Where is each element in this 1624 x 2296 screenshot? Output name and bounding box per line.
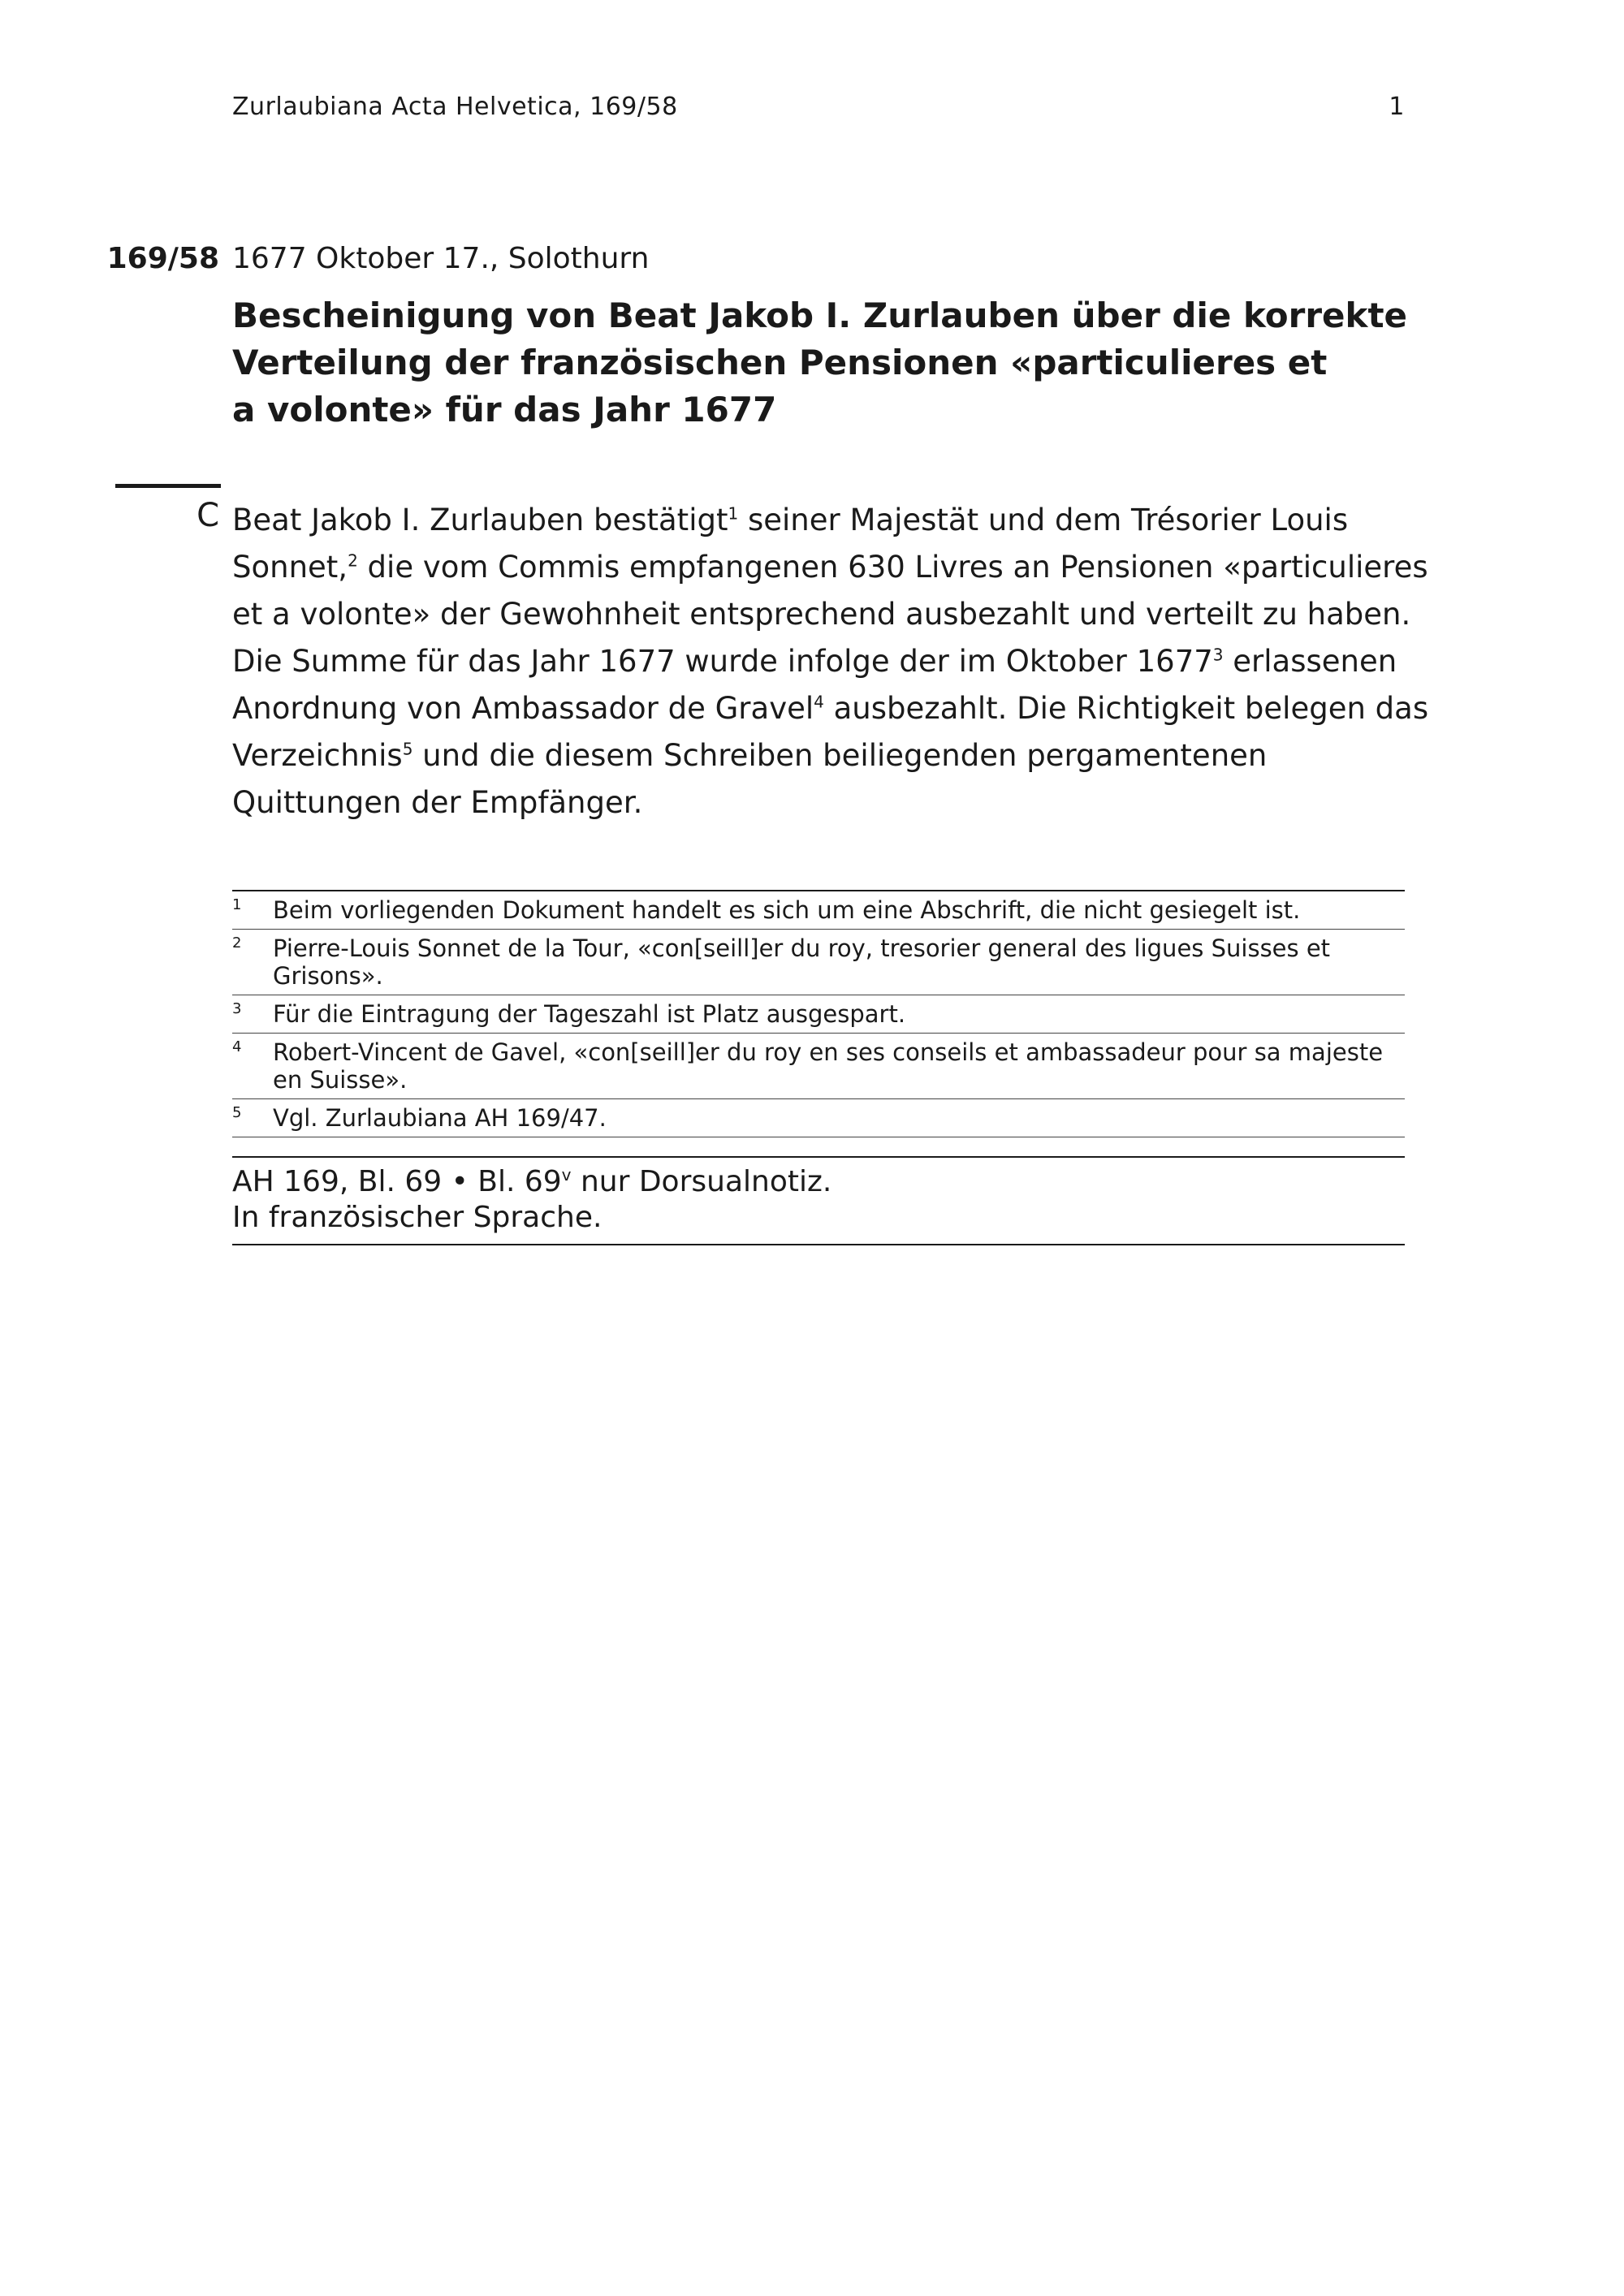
page-number: 1 — [1389, 93, 1405, 121]
running-head — [232, 93, 1405, 121]
source-note-line: AH 169, Bl. 69 • Bl. 69$^v$ nur Dorsualnotiz. — [232, 1165, 832, 1198]
body-line: et a volonte» der Gewohnheit entsprechend ausbezahlt und verteilt zu haben. — [232, 597, 1411, 632]
document-date-place: 1677 Oktober 17., Solothurn — [232, 242, 650, 275]
footnote-number: 5 — [232, 1104, 242, 1121]
regest-body — [232, 497, 1429, 826]
footnote-text: Pierre-Louis Sonnet de la Tour, «con[seill]er du roy, tresorier general des ligues Suisses et Grisons». — [273, 934, 1331, 990]
running-title: Zurlaubiana Acta Helvetica, 169/58 — [232, 93, 678, 121]
body-line: Quittungen der Empfänger. — [232, 785, 643, 820]
footnote-ref-4[interactable]: 4 — [814, 692, 824, 712]
footnote-number: 2 — [232, 934, 242, 952]
footnote-text: Beim vorliegenden Dokument handelt es sich um eine Abschrift, die nicht gesiegelt ist. — [273, 896, 1301, 924]
title-line: Bescheinigung von Beat Jakob I. Zurlauben über die korrekte — [232, 296, 1408, 335]
footnote-ref-3[interactable]: 3 — [1212, 645, 1224, 665]
source-notes — [232, 1156, 1405, 1245]
verso-mark: v — [561, 1165, 572, 1185]
footnote-text: Für die Eintragung der Tageszahl ist Platz ausgespart. — [273, 1000, 906, 1028]
source-note-line: In französischer Sprache. — [232, 1201, 603, 1234]
footnote-text: Vgl. Zurlaubiana AH 169/47. — [273, 1104, 607, 1132]
source-mark: C — [197, 497, 219, 534]
footnote-number: 1 — [232, 896, 242, 913]
body-line: Die Summe für das Jahr 1677 wurde infolge der im Oktober 1677$^3$ erlassenen — [232, 644, 1397, 679]
footnote — [232, 995, 1405, 1034]
footnote-number: 4 — [232, 1038, 242, 1055]
footnote-text: Robert-Vincent de Gavel, «con[seill]er du roy en ses conseils et ambassadeur pour sa majeste en Suisse». — [273, 1038, 1384, 1094]
footnote — [232, 891, 1405, 930]
footnote — [232, 930, 1405, 995]
title-line: a volonte» für das Jahr 1677 — [232, 390, 777, 429]
body-line: Beat Jakob I. Zurlauben bestätigt$^1$ seiner Majestät und dem Trésorier Louis — [232, 503, 1349, 537]
footnote-ref-5[interactable]: 5 — [402, 739, 413, 759]
title-line: Verteilung der französischen Pensionen «particulieres et — [232, 343, 1328, 382]
footnote-number: 3 — [232, 1000, 242, 1017]
footnotes — [232, 890, 1405, 1137]
footnote-ref-1[interactable]: 1 — [728, 503, 739, 524]
margin-rule — [115, 484, 221, 488]
document-number: 169/58 — [106, 242, 219, 275]
footnote — [232, 1034, 1405, 1099]
footnote — [232, 1099, 1405, 1137]
body-line: Verzeichnis$^5$ und die diesem Schreiben beiliegenden pergamentenen — [232, 738, 1268, 773]
footnote-ref-2[interactable]: 2 — [348, 550, 358, 571]
document-title — [232, 292, 1408, 434]
body-line: Sonnet,$^2$ die vom Commis empfangenen 630 Livres an Pensionen «particulieres — [232, 550, 1428, 585]
body-line: Anordnung von Ambassador de Gravel$^4$ ausbezahlt. Die Richtigkeit belegen das — [232, 691, 1429, 726]
